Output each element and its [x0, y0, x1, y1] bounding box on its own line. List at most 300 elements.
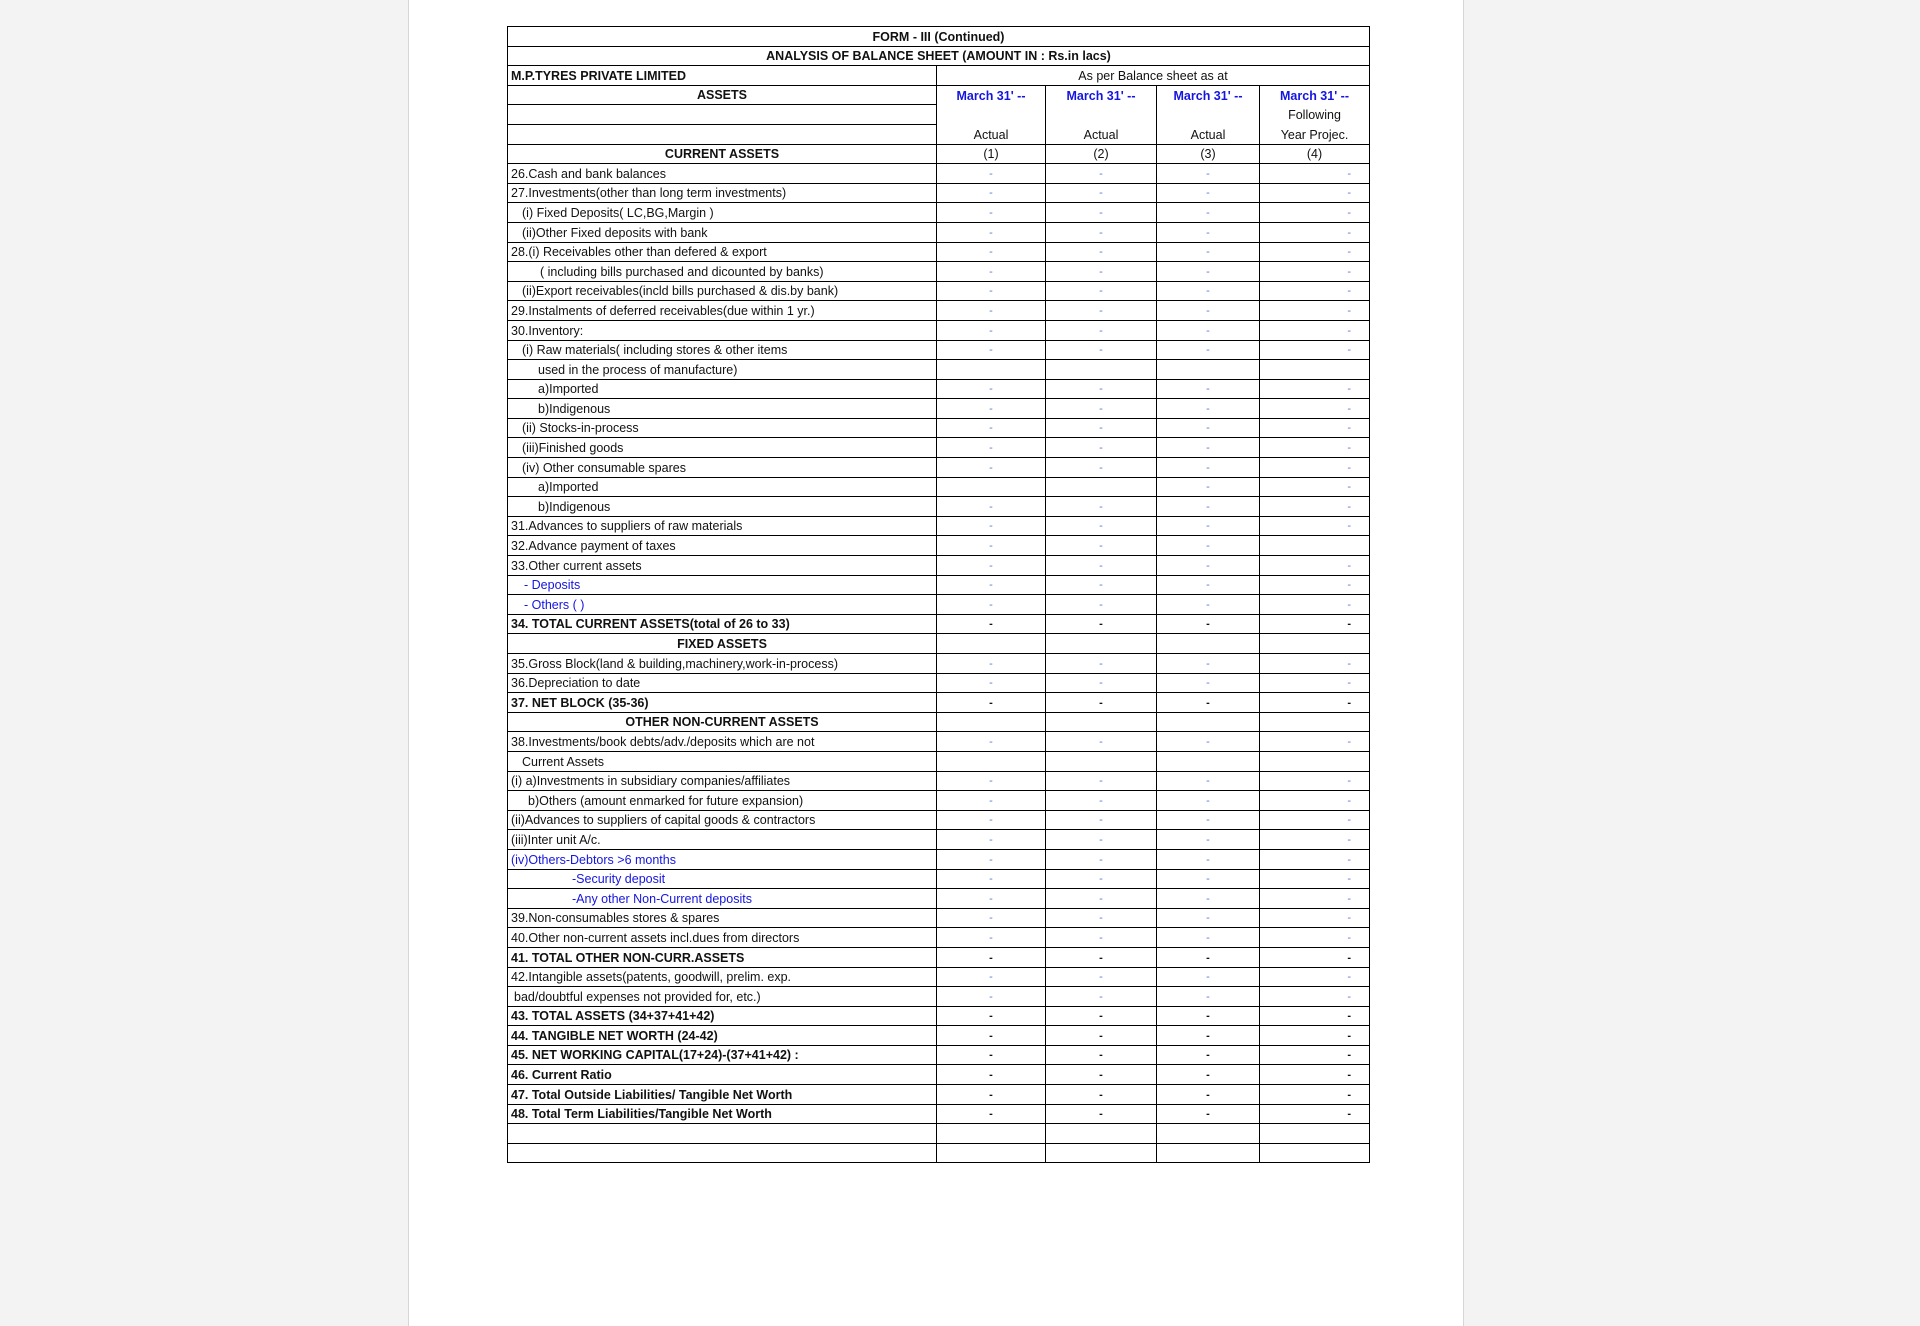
- value-cell: -: [937, 928, 1046, 948]
- row-label: a)Imported: [508, 477, 937, 497]
- value-cell: -: [1260, 1006, 1370, 1026]
- value-cell: -: [1260, 1085, 1370, 1105]
- value-cell: -: [1260, 673, 1370, 693]
- actual-label-2: Actual: [1046, 124, 1157, 144]
- value-cell: -: [1157, 222, 1260, 242]
- value-cell: [1157, 360, 1260, 380]
- value-cell: -: [1046, 654, 1157, 674]
- value-cell: [1260, 360, 1370, 380]
- value-cell: -: [1157, 771, 1260, 791]
- table-row: [508, 536, 1370, 556]
- value-cell: -: [1046, 967, 1157, 987]
- row-label: -Security deposit: [508, 869, 937, 889]
- table-row: [508, 262, 1370, 282]
- value-cell: -: [1046, 830, 1157, 850]
- table-row: [508, 281, 1370, 301]
- value-cell: -: [937, 673, 1046, 693]
- value-cell: -: [937, 732, 1046, 752]
- row-label: 46. Current Ratio: [508, 1065, 937, 1085]
- value-cell: -: [1157, 673, 1260, 693]
- row-label: 33.Other current assets: [508, 556, 937, 576]
- value-cell: -: [937, 242, 1046, 262]
- table-row: [508, 889, 1370, 909]
- value-cell: -: [1046, 673, 1157, 693]
- row-label: used in the process of manufacture): [508, 360, 937, 380]
- current-assets-heading: CURRENT ASSETS: [508, 144, 937, 164]
- row-label: 27.Investments(other than long term investments): [508, 183, 937, 203]
- value-cell: -: [1046, 1104, 1157, 1124]
- table-row: [508, 379, 1370, 399]
- value-cell: -: [1260, 614, 1370, 634]
- table-row: [508, 732, 1370, 752]
- value-cell: -: [1157, 379, 1260, 399]
- value-cell: -: [1046, 379, 1157, 399]
- value-cell: -: [1046, 810, 1157, 830]
- row-label: (i) Fixed Deposits( LC,BG,Margin ): [508, 203, 937, 223]
- value-cell: -: [1260, 732, 1370, 752]
- value-cell: [937, 477, 1046, 497]
- table-row: [508, 634, 1370, 654]
- value-cell: -: [1260, 1045, 1370, 1065]
- table-row: [508, 673, 1370, 693]
- value-cell: -: [1046, 516, 1157, 536]
- value-cell: -: [937, 379, 1046, 399]
- row-label: 48. Total Term Liabilities/Tangible Net Worth: [508, 1104, 937, 1124]
- value-cell: -: [937, 418, 1046, 438]
- value-cell: [1046, 477, 1157, 497]
- row-label: b)Indigenous: [508, 399, 937, 419]
- row-label: OTHER NON-CURRENT ASSETS: [508, 712, 937, 732]
- value-cell: -: [1260, 477, 1370, 497]
- value-cell: -: [1157, 320, 1260, 340]
- blank-row: [508, 1124, 1370, 1144]
- following-label: Following: [1288, 108, 1341, 123]
- value-cell: -: [1157, 418, 1260, 438]
- value-cell: -: [1260, 810, 1370, 830]
- value-cell: -: [1046, 732, 1157, 752]
- value-cell: [937, 360, 1046, 380]
- row-label: 37. NET BLOCK (35-36): [508, 693, 937, 713]
- value-cell: -: [1046, 222, 1157, 242]
- col-head-2: March 31' --: [1046, 85, 1157, 105]
- sheet-title: ANALYSIS OF BALANCE SHEET (AMOUNT IN : Rs.in lacs): [508, 46, 1370, 66]
- row-label: (ii)Other Fixed deposits with bank: [508, 222, 937, 242]
- value-cell: -: [937, 281, 1046, 301]
- value-cell: -: [937, 203, 1046, 223]
- value-cell: -: [1260, 203, 1370, 223]
- table-row: [508, 497, 1370, 517]
- value-cell: -: [937, 164, 1046, 184]
- actual-label-3: Actual: [1157, 124, 1260, 144]
- value-cell: -: [1260, 791, 1370, 811]
- value-cell: -: [1260, 497, 1370, 517]
- table-row: [508, 928, 1370, 948]
- value-cell: -: [937, 889, 1046, 909]
- value-cell: -: [1157, 791, 1260, 811]
- row-label: (iii)Finished goods: [508, 438, 937, 458]
- table-row: [508, 1006, 1370, 1026]
- value-cell: -: [1260, 1026, 1370, 1046]
- row-label: 26.Cash and bank balances: [508, 164, 937, 184]
- value-cell: -: [1260, 458, 1370, 478]
- value-cell: -: [1157, 1065, 1260, 1085]
- table-row: [508, 301, 1370, 321]
- value-cell: -: [1157, 1085, 1260, 1105]
- value-cell: [1157, 712, 1260, 732]
- value-cell: -: [937, 1104, 1046, 1124]
- value-cell: -: [1157, 830, 1260, 850]
- value-cell: -: [1157, 536, 1260, 556]
- row-label: 28.(i) Receivables other than defered & export: [508, 242, 937, 262]
- row-label: 29.Instalments of deferred receivables(due within 1 yr.): [508, 301, 937, 321]
- row-label: - Others ( ): [508, 595, 937, 615]
- value-cell: -: [1260, 908, 1370, 928]
- value-cell: -: [937, 340, 1046, 360]
- value-cell: -: [1046, 203, 1157, 223]
- value-cell: -: [1157, 869, 1260, 889]
- value-cell: -: [1046, 869, 1157, 889]
- value-cell: -: [937, 1065, 1046, 1085]
- value-cell: -: [1046, 1085, 1157, 1105]
- value-cell: -: [937, 810, 1046, 830]
- value-cell: -: [1046, 340, 1157, 360]
- value-cell: -: [1157, 262, 1260, 282]
- value-cell: -: [1260, 771, 1370, 791]
- value-cell: -: [937, 1006, 1046, 1026]
- value-cell: -: [1046, 947, 1157, 967]
- row-label: (ii)Advances to suppliers of capital goods & contractors: [508, 810, 937, 830]
- value-cell: [1157, 634, 1260, 654]
- value-cell: -: [1046, 242, 1157, 262]
- table-row: [508, 791, 1370, 811]
- value-cell: -: [1046, 987, 1157, 1007]
- blank-row: [508, 1143, 1370, 1163]
- value-cell: [937, 751, 1046, 771]
- table-row: [508, 575, 1370, 595]
- value-cell: -: [1046, 556, 1157, 576]
- value-cell: [1260, 536, 1370, 556]
- row-label: 41. TOTAL OTHER NON-CURR.ASSETS: [508, 947, 937, 967]
- value-cell: -: [1046, 1045, 1157, 1065]
- value-cell: -: [1260, 340, 1370, 360]
- value-cell: -: [1260, 183, 1370, 203]
- value-cell: -: [1046, 320, 1157, 340]
- value-cell: -: [1046, 595, 1157, 615]
- value-cell: -: [1157, 556, 1260, 576]
- company-row: [508, 66, 1370, 86]
- row-label: ( including bills purchased and dicounted by banks): [508, 262, 937, 282]
- row-label: 31.Advances to suppliers of raw materials: [508, 516, 937, 536]
- value-cell: [937, 712, 1046, 732]
- value-cell: -: [1260, 987, 1370, 1007]
- table-row: [508, 654, 1370, 674]
- value-cell: -: [937, 947, 1046, 967]
- value-cell: -: [937, 262, 1046, 282]
- value-cell: -: [1260, 967, 1370, 987]
- value-cell: [1046, 360, 1157, 380]
- row-label: 44. TANGIBLE NET WORTH (24-42): [508, 1026, 937, 1046]
- value-cell: -: [1157, 889, 1260, 909]
- col-num-4: (4): [1260, 144, 1370, 164]
- value-cell: -: [1260, 399, 1370, 419]
- value-cell: -: [1046, 614, 1157, 634]
- value-cell: -: [1157, 614, 1260, 634]
- value-cell: -: [937, 987, 1046, 1007]
- value-cell: -: [1260, 889, 1370, 909]
- value-cell: -: [1046, 849, 1157, 869]
- value-cell: -: [937, 830, 1046, 850]
- value-cell: -: [1157, 340, 1260, 360]
- table-row: [508, 751, 1370, 771]
- value-cell: -: [1260, 242, 1370, 262]
- table-row: [508, 399, 1370, 419]
- column-heading-row: [508, 85, 1370, 105]
- value-cell: [1046, 712, 1157, 732]
- value-cell: -: [937, 516, 1046, 536]
- actual-label-1: Actual: [937, 124, 1046, 144]
- value-cell: -: [1157, 164, 1260, 184]
- value-cell: -: [937, 320, 1046, 340]
- value-cell: -: [1157, 1006, 1260, 1026]
- table-row: [508, 987, 1370, 1007]
- value-cell: -: [1260, 164, 1370, 184]
- table-row: [508, 947, 1370, 967]
- col-num-3: (3): [1157, 144, 1260, 164]
- value-cell: [1260, 634, 1370, 654]
- assets-heading: ASSETS: [508, 85, 937, 105]
- value-cell: -: [1046, 458, 1157, 478]
- row-label: a)Imported: [508, 379, 937, 399]
- value-cell: -: [1157, 947, 1260, 967]
- col-num-2: (2): [1046, 144, 1157, 164]
- table-row: [508, 203, 1370, 223]
- value-cell: [1260, 712, 1370, 732]
- value-cell: -: [1260, 418, 1370, 438]
- table-row: [508, 1026, 1370, 1046]
- value-cell: -: [1046, 1026, 1157, 1046]
- value-cell: [1046, 634, 1157, 654]
- table-row: [508, 164, 1370, 184]
- table-row: [508, 1045, 1370, 1065]
- table-row: [508, 183, 1370, 203]
- year-projec-label: Year Projec.: [1260, 124, 1370, 144]
- value-cell: -: [1046, 262, 1157, 282]
- table-row: [508, 516, 1370, 536]
- value-cell: [1157, 751, 1260, 771]
- value-cell: -: [1157, 301, 1260, 321]
- value-cell: -: [1157, 908, 1260, 928]
- value-cell: -: [1046, 693, 1157, 713]
- value-cell: -: [1157, 183, 1260, 203]
- table-row: [508, 458, 1370, 478]
- value-cell: -: [1260, 830, 1370, 850]
- value-cell: -: [1260, 849, 1370, 869]
- row-label: bad/doubtful expenses not provided for, etc.): [508, 987, 937, 1007]
- value-cell: -: [1046, 497, 1157, 517]
- value-cell: [1046, 751, 1157, 771]
- value-cell: -: [1260, 1065, 1370, 1085]
- value-cell: -: [1157, 477, 1260, 497]
- value-cell: -: [1046, 575, 1157, 595]
- value-cell: -: [937, 556, 1046, 576]
- value-cell: -: [1260, 654, 1370, 674]
- table-row: [508, 595, 1370, 615]
- row-label: 43. TOTAL ASSETS (34+37+41+42): [508, 1006, 937, 1026]
- value-cell: [937, 634, 1046, 654]
- table-row: [508, 810, 1370, 830]
- actual-row: [508, 124, 1370, 144]
- value-cell: -: [1046, 889, 1157, 909]
- row-label: 47. Total Outside Liabilities/ Tangible Net Worth: [508, 1085, 937, 1105]
- value-cell: -: [1157, 928, 1260, 948]
- company-name: M.P.TYRES PRIVATE LIMITED: [508, 66, 937, 86]
- value-cell: -: [1260, 379, 1370, 399]
- value-cell: -: [937, 1085, 1046, 1105]
- value-cell: -: [937, 849, 1046, 869]
- value-cell: -: [1260, 281, 1370, 301]
- value-cell: -: [1046, 281, 1157, 301]
- row-label: (ii) Stocks-in-process: [508, 418, 937, 438]
- value-cell: -: [937, 399, 1046, 419]
- row-label: (i) Raw materials( including stores & other items: [508, 340, 937, 360]
- col-num-1: (1): [937, 144, 1046, 164]
- value-cell: -: [1157, 1026, 1260, 1046]
- value-cell: [1260, 751, 1370, 771]
- value-cell: -: [1046, 301, 1157, 321]
- table-row: [508, 967, 1370, 987]
- value-cell: -: [1157, 458, 1260, 478]
- value-cell: -: [1157, 693, 1260, 713]
- row-label: 40.Other non-current assets incl.dues from directors: [508, 928, 937, 948]
- table-row: [508, 556, 1370, 576]
- value-cell: -: [937, 1045, 1046, 1065]
- balance-sheet-table: [507, 26, 1370, 1163]
- value-cell: -: [1157, 281, 1260, 301]
- row-label: 34. TOTAL CURRENT ASSETS(total of 26 to 33): [508, 614, 937, 634]
- value-cell: -: [1157, 849, 1260, 869]
- form-title-row: [508, 27, 1370, 47]
- col-head-3: March 31' --: [1157, 85, 1260, 105]
- row-label: - Deposits: [508, 575, 937, 595]
- form-title: FORM - III (Continued): [508, 27, 1370, 47]
- value-cell: -: [937, 908, 1046, 928]
- value-cell: -: [1157, 203, 1260, 223]
- value-cell: -: [1046, 771, 1157, 791]
- value-cell: -: [1260, 301, 1370, 321]
- value-cell: -: [1046, 908, 1157, 928]
- value-cell: -: [1157, 810, 1260, 830]
- table-row: [508, 360, 1370, 380]
- table-row: [508, 614, 1370, 634]
- value-cell: -: [937, 693, 1046, 713]
- value-cell: -: [1046, 791, 1157, 811]
- value-cell: -: [1157, 987, 1260, 1007]
- row-label: (i) a)Investments in subsidiary companies/affiliates: [508, 771, 937, 791]
- value-cell: -: [1260, 693, 1370, 713]
- value-cell: -: [1046, 418, 1157, 438]
- value-cell: -: [1046, 399, 1157, 419]
- value-cell: -: [937, 771, 1046, 791]
- value-cell: -: [937, 497, 1046, 517]
- value-cell: -: [1046, 438, 1157, 458]
- row-label: (ii)Export receivables(incld bills purchased & dis.by bank): [508, 281, 937, 301]
- row-label: (iv) Other consumable spares: [508, 458, 937, 478]
- value-cell: -: [1260, 262, 1370, 282]
- value-cell: -: [937, 595, 1046, 615]
- row-label: Current Assets: [508, 751, 937, 771]
- value-cell: -: [1260, 556, 1370, 576]
- value-cell: -: [1260, 516, 1370, 536]
- value-cell: -: [1260, 869, 1370, 889]
- value-cell: -: [1157, 1104, 1260, 1124]
- value-cell: -: [937, 1026, 1046, 1046]
- document-page: [408, 0, 1464, 1326]
- value-cell: -: [1260, 438, 1370, 458]
- row-label: 32.Advance payment of taxes: [508, 536, 937, 556]
- row-label: 42.Intangible assets(patents, goodwill, prelim. exp.: [508, 967, 937, 987]
- value-cell: -: [937, 458, 1046, 478]
- value-cell: -: [1157, 732, 1260, 752]
- value-cell: -: [1260, 1104, 1370, 1124]
- value-cell: -: [1157, 595, 1260, 615]
- table-row: [508, 830, 1370, 850]
- value-cell: -: [1046, 928, 1157, 948]
- row-label: b)Others (amount enmarked for future expansion): [508, 791, 937, 811]
- row-label: FIXED ASSETS: [508, 634, 937, 654]
- value-cell: -: [937, 614, 1046, 634]
- value-cell: -: [1157, 438, 1260, 458]
- sheet-title-row: [508, 46, 1370, 66]
- value-cell: -: [937, 536, 1046, 556]
- value-cell: -: [937, 967, 1046, 987]
- table-row: [508, 477, 1370, 497]
- value-cell: -: [1157, 654, 1260, 674]
- value-cell: -: [937, 183, 1046, 203]
- value-cell: -: [1157, 242, 1260, 262]
- value-cell: -: [1157, 967, 1260, 987]
- table-row: [508, 1104, 1370, 1124]
- row-label: -Any other Non-Current deposits: [508, 889, 937, 909]
- row-label: 45. NET WORKING CAPITAL(17+24)-(37+41+42) :: [508, 1045, 937, 1065]
- value-cell: -: [1157, 497, 1260, 517]
- value-cell: -: [1046, 164, 1157, 184]
- table-row: [508, 1085, 1370, 1105]
- value-cell: -: [1260, 928, 1370, 948]
- row-label: 30.Inventory:: [508, 320, 937, 340]
- value-cell: -: [1157, 1045, 1260, 1065]
- table-row: [508, 908, 1370, 928]
- row-label: (iii)Inter unit A/c.: [508, 830, 937, 850]
- row-label: 35.Gross Block(land & building,machinery,work-in-process): [508, 654, 937, 674]
- value-cell: -: [1046, 1065, 1157, 1085]
- value-cell: -: [937, 438, 1046, 458]
- table-row: [508, 242, 1370, 262]
- as-per-label: As per Balance sheet as at: [937, 66, 1370, 86]
- value-cell: -: [1046, 1006, 1157, 1026]
- value-cell: -: [1260, 595, 1370, 615]
- table-row: [508, 222, 1370, 242]
- table-row: [508, 1065, 1370, 1085]
- value-cell: -: [1157, 575, 1260, 595]
- value-cell: -: [937, 301, 1046, 321]
- value-cell: -: [1046, 183, 1157, 203]
- value-cell: -: [1260, 575, 1370, 595]
- current-assets-heading-row: [508, 144, 1370, 164]
- row-label: b)Indigenous: [508, 497, 937, 517]
- row-label: 38.Investments/book debts/adv./deposits which are not: [508, 732, 937, 752]
- row-label: (iv)Others-Debtors >6 months: [508, 849, 937, 869]
- row-label: 39.Non-consumables stores & spares: [508, 908, 937, 928]
